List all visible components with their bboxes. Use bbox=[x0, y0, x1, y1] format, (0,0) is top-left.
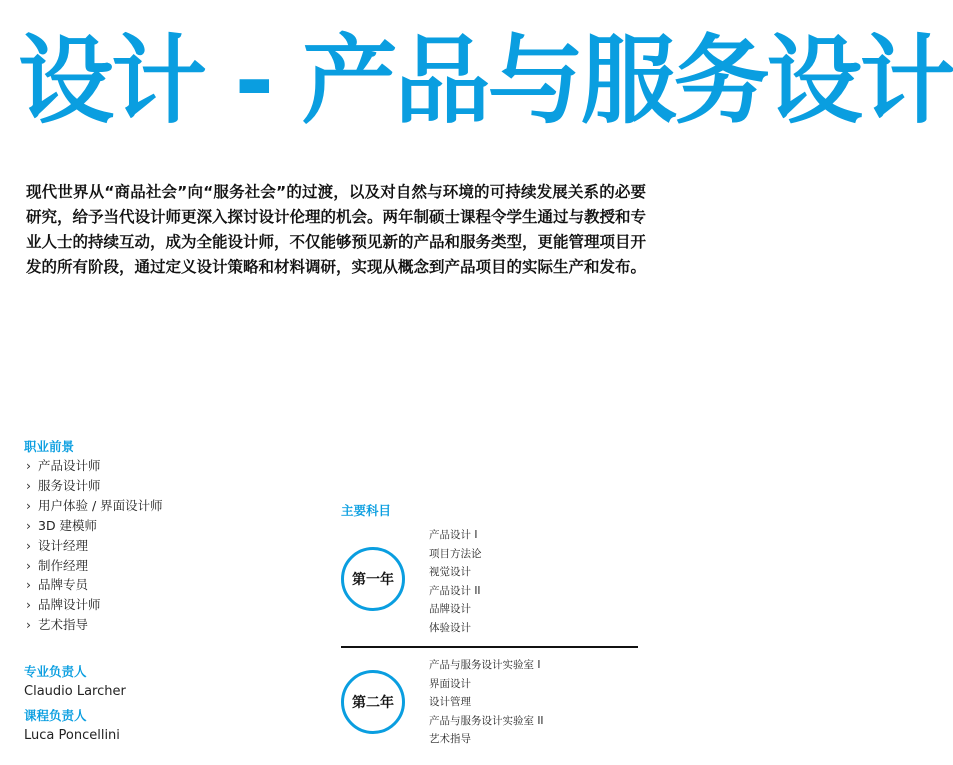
chevron-right-icon: › bbox=[26, 458, 31, 473]
list-item: 界面设计 bbox=[429, 677, 471, 690]
course-head-label: 课程负责人 bbox=[24, 708, 87, 723]
list-item: › 用户体验 / 界面设计师 bbox=[26, 496, 163, 516]
list-item: › 品牌设计师 bbox=[26, 595, 163, 615]
careers-list bbox=[26, 456, 163, 635]
program-head-name: Claudio Larcher bbox=[24, 684, 126, 699]
year-one-badge: 第一年 bbox=[341, 547, 405, 611]
list-item: › 艺术指导 bbox=[26, 615, 163, 635]
list-item: 视觉设计 bbox=[429, 566, 471, 579]
chevron-right-icon: › bbox=[26, 497, 31, 513]
chevron-right-icon: › bbox=[26, 617, 31, 633]
list-item: › 设计经理 bbox=[26, 536, 163, 556]
list-item: 产品与服务设计实验室 II bbox=[429, 714, 544, 727]
list-item: 项目方法论 bbox=[429, 547, 482, 560]
list-item: 体验设计 bbox=[429, 621, 471, 634]
list-item: › 服务设计师 bbox=[26, 476, 163, 496]
list-item: 产品设计 I bbox=[429, 529, 478, 541]
chevron-right-icon: › bbox=[26, 537, 31, 553]
list-item: › 制作经理 bbox=[26, 556, 163, 576]
curriculum-heading: 主要科目 bbox=[341, 503, 392, 518]
year-two-course-list bbox=[429, 656, 544, 749]
list-item: › 品牌专员 bbox=[26, 575, 163, 595]
list-item: 品牌设计 bbox=[429, 603, 471, 616]
list-item: 艺术指导 bbox=[429, 733, 471, 746]
course-head-name: Luca Poncellini bbox=[24, 728, 120, 743]
chevron-right-icon: › bbox=[26, 557, 31, 573]
careers-heading: 职业前景 bbox=[24, 439, 75, 454]
year-one-course-list bbox=[429, 526, 482, 638]
program-head-label: 专业负责人 bbox=[24, 664, 87, 679]
year-two-badge: 第二年 bbox=[341, 670, 405, 734]
chevron-right-icon: › bbox=[26, 477, 31, 493]
page-title: 设计 - 产品与服务设计 bbox=[18, 25, 953, 137]
chevron-right-icon: › bbox=[26, 517, 31, 533]
list-item: 产品与服务设计实验室 I bbox=[429, 659, 541, 671]
divider bbox=[341, 646, 638, 648]
list-item: › 3D 建模师 bbox=[26, 516, 163, 536]
list-item: 设计管理 bbox=[429, 696, 471, 709]
chevron-right-icon: › bbox=[26, 597, 31, 613]
list-item: › 产品设计师 bbox=[26, 456, 163, 476]
intro-paragraph: 现代世界从“商品社会”向“服务社会”的过渡，以及对自然与环境的可持续发展关系的必要研究，给予当代设计师更深入探讨设计伦理的机会。两年制硕士课程令学生通过与教授和专业人士的持续互动，成为全能设计师，不仅能够预见新的产品和服务类型，更能管理项目开发的所有阶段，通过定义设计策略和材料调研，实现从概念到产品项目的实际生产和发布。 bbox=[26, 183, 647, 276]
chevron-right-icon: › bbox=[26, 577, 31, 593]
list-item: 产品设计 II bbox=[429, 584, 481, 597]
